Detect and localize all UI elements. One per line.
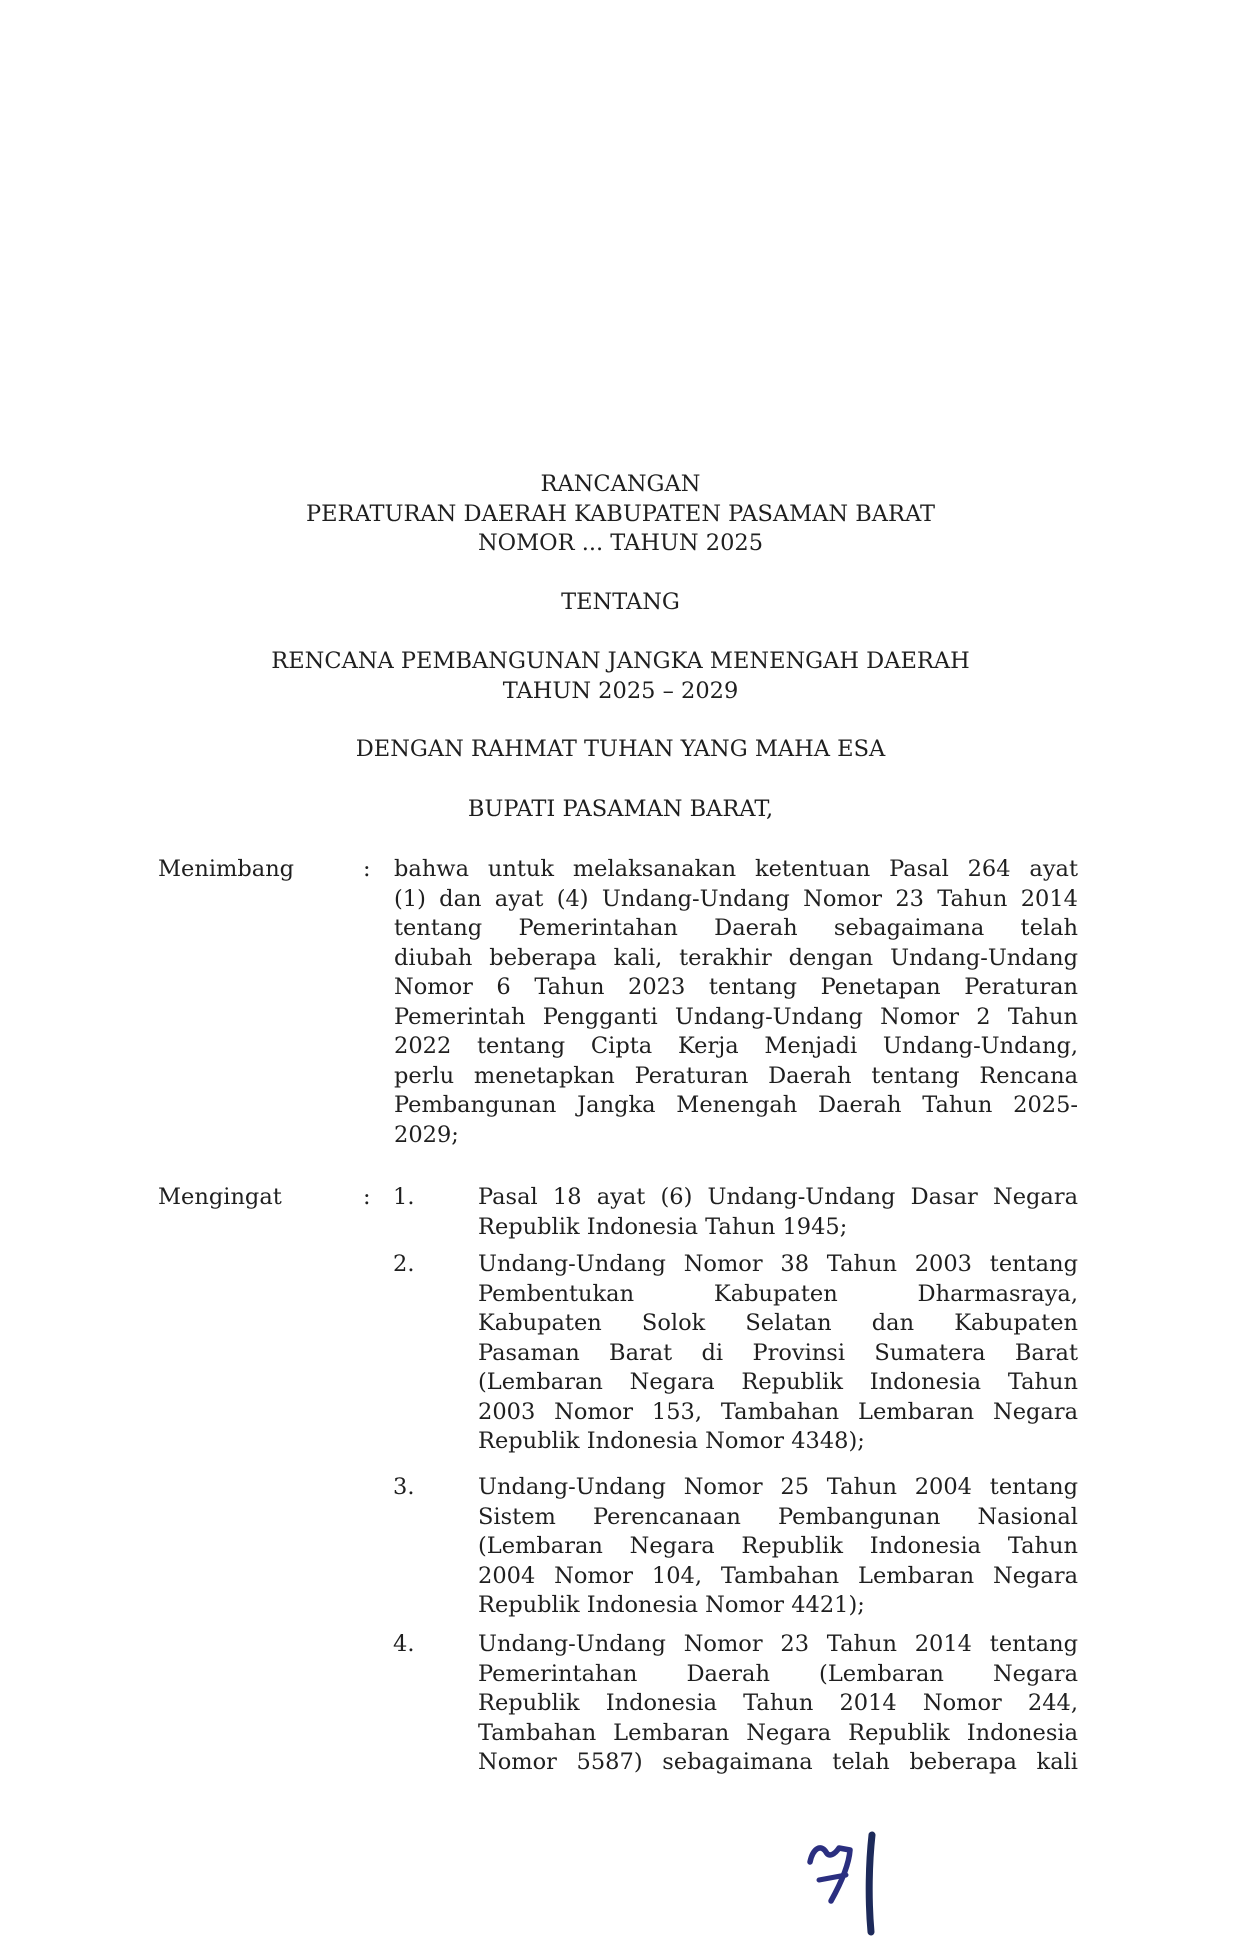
legal-basis-line: Nomor 5587) sebagaimana telah beberapa kali: [478, 1749, 1078, 1775]
menimbang-label: Menimbang: [158, 856, 295, 882]
item-number: 4.: [393, 1631, 415, 1657]
legal-basis-line: Pembentukan Kabupaten Dharmasraya,: [478, 1280, 1078, 1307]
legal-basis-line: 2004 Nomor 104, Tambahan Lembaran Negara: [478, 1562, 1078, 1589]
legal-basis-item-2: [393, 1250, 1078, 1457]
mengingat-label: Mengingat: [158, 1184, 282, 1210]
legal-basis-line: Pasal 18 ayat (6) Undang-Undang Dasar Negara: [478, 1184, 1078, 1210]
legal-basis-line: (Lembaran Negara Republik Indonesia Tahun: [478, 1533, 1078, 1559]
legal-basis-item-3: [393, 1473, 1078, 1621]
subject-line-2: TAHUN 2025 – 2029: [502, 678, 739, 704]
menimbang-line: diubah beberapa kali, terakhir dengan Undang-Undang: [394, 944, 1078, 971]
menimbang-line: Pemerintah Pengganti Undang-Undang Nomor 2 Tahun: [394, 1003, 1078, 1030]
menimbang-line: Nomor 6 Tahun 2023 tentang Penetapan Peraturan: [394, 974, 1078, 1000]
regulation-title: PERATURAN DAERAH KABUPATEN PASAMAN BARAT: [305, 501, 936, 527]
legal-basis-line: Pasaman Barat di Provinsi Sumatera Barat: [478, 1339, 1078, 1366]
menimbang-line: bahwa untuk melaksanakan ketentuan Pasal 264 ayat: [394, 856, 1078, 882]
legal-basis-line: Republik Indonesia Tahun 1945;: [478, 1213, 848, 1240]
item-number: 3.: [393, 1474, 415, 1500]
legal-basis-item-1: [393, 1183, 1078, 1242]
legal-basis-line: (Lembaran Negara Republik Indonesia Tahun: [478, 1369, 1078, 1395]
item-number: 2.: [393, 1251, 415, 1277]
subject-line-1: RENCANA PEMBANGUNAN JANGKA MENENGAH DAERAH: [271, 648, 970, 674]
menimbang-line: Pembangunan Jangka Menengah Daerah Tahun 2025-: [394, 1092, 1078, 1118]
legal-basis-line: Undang-Undang Nomor 23 Tahun 2014 tentang: [478, 1631, 1078, 1657]
legal-basis-line: Kabupaten Solok Selatan dan Kabupaten: [478, 1310, 1078, 1336]
invocation-line: DENGAN RAHMAT TUHAN YANG MAHA ESA: [355, 736, 886, 762]
mengingat-colon: :: [363, 1184, 371, 1210]
menimbang-line: tentang Pemerintahan Daerah sebagaimana telah: [394, 915, 1078, 941]
menimbang-paragraph: [394, 855, 1078, 1150]
menimbang-colon: :: [363, 856, 371, 882]
menimbang-line: 2029;: [394, 1121, 459, 1148]
legal-basis-line: Sistem Perencanaan Pembangunan Nasional: [478, 1503, 1078, 1530]
legal-basis-line: Undang-Undang Nomor 25 Tahun 2004 tentang: [478, 1474, 1078, 1500]
legal-basis-line: Undang-Undang Nomor 38 Tahun 2003 tentang: [478, 1251, 1078, 1277]
menimbang-line: perlu menetapkan Peraturan Daerah tentang Rencana: [394, 1062, 1078, 1089]
draft-label: RANCANGAN: [540, 471, 701, 497]
menimbang-line: (1) dan ayat (4) Undang-Undang Nomor 23 Tahun 2014: [394, 885, 1078, 912]
legal-basis-item-4: [393, 1630, 1078, 1778]
handwritten-vertical-stroke: [869, 1835, 872, 1932]
handwritten-mark: [788, 1820, 908, 1940]
legal-basis-line: Pemerintahan Daerah (Lembaran Negara: [478, 1660, 1078, 1687]
legal-basis-line: 2003 Nomor 153, Tambahan Lembaran Negara: [478, 1398, 1078, 1425]
item-number: 1.: [393, 1184, 415, 1210]
regulation-number: NOMOR ... TAHUN 2025: [477, 530, 764, 556]
legal-basis-line: Tambahan Lembaran Negara Republik Indonesia: [478, 1719, 1078, 1746]
legal-basis-line: Republik Indonesia Nomor 4348);: [478, 1428, 865, 1454]
legal-basis-line: Republik Indonesia Tahun 2014 Nomor 244,: [478, 1690, 1078, 1716]
menimbang-line: 2022 tentang Cipta Kerja Menjadi Undang-Undang,: [394, 1033, 1078, 1059]
tentang-label: TENTANG: [561, 589, 680, 615]
official-title: BUPATI PASAMAN BARAT,: [467, 796, 774, 822]
legal-basis-line: Republik Indonesia Nomor 4421);: [478, 1592, 865, 1618]
